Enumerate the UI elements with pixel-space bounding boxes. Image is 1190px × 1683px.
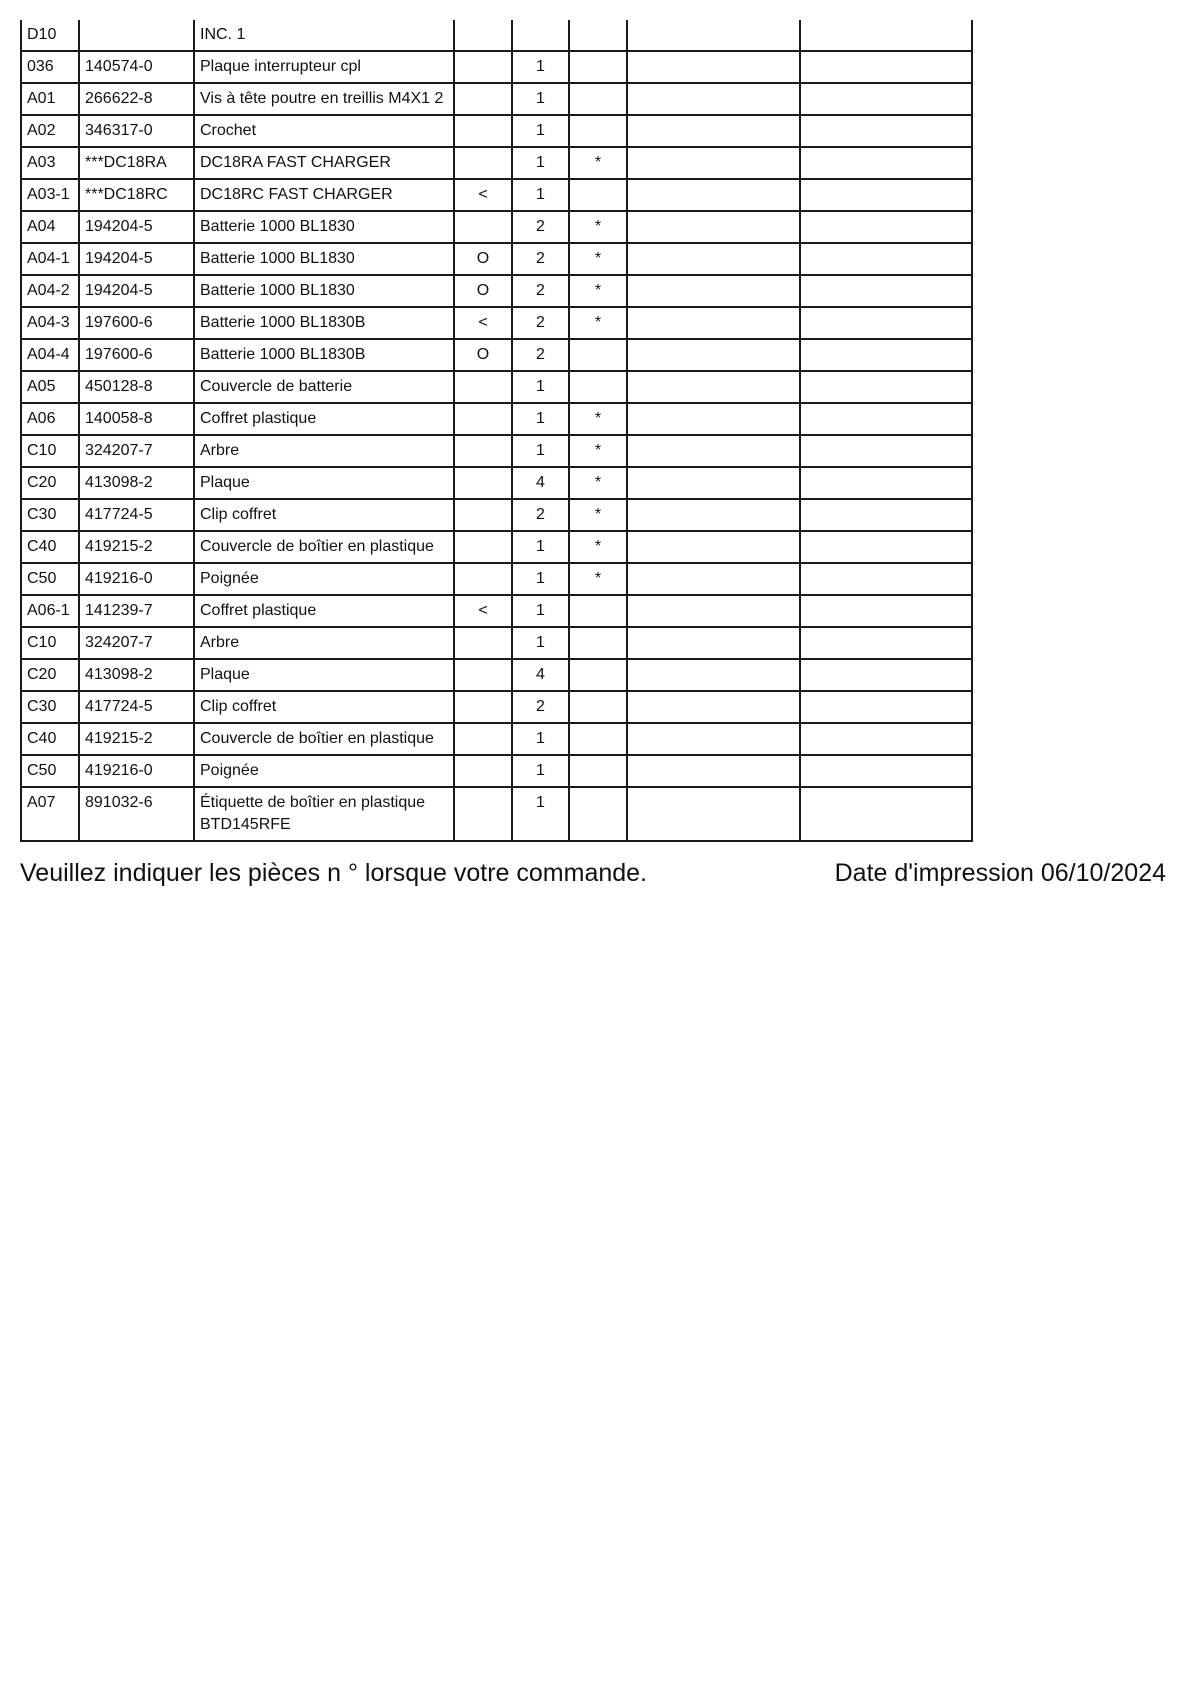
quantity-cell: 4	[512, 467, 569, 499]
mark-cell: *	[569, 211, 627, 243]
part-number-cell: 140058-8	[79, 403, 194, 435]
empty-cell	[627, 83, 800, 115]
empty-cell	[800, 499, 972, 531]
note-cell	[454, 499, 512, 531]
quantity-cell: 2	[512, 307, 569, 339]
ref-cell: C40	[21, 723, 79, 755]
table-row	[21, 627, 972, 659]
description-cell: DC18RA FAST CHARGER	[194, 147, 454, 179]
quantity-cell	[512, 20, 569, 51]
empty-cell	[627, 51, 800, 83]
empty-cell	[627, 499, 800, 531]
mark-cell	[569, 627, 627, 659]
empty-cell	[627, 627, 800, 659]
parts-table	[20, 20, 973, 842]
table-row	[21, 371, 972, 403]
mark-cell: *	[569, 467, 627, 499]
part-number-cell: 141239-7	[79, 595, 194, 627]
part-number-cell: 419216-0	[79, 755, 194, 787]
description-cell: Coffret plastique	[194, 403, 454, 435]
mark-cell	[569, 723, 627, 755]
ref-cell: A03	[21, 147, 79, 179]
description-cell: Plaque	[194, 659, 454, 691]
table-row	[21, 83, 972, 115]
empty-cell	[800, 371, 972, 403]
description-cell: Couvercle de batterie	[194, 371, 454, 403]
table-row	[21, 691, 972, 723]
part-number-cell: 197600-6	[79, 307, 194, 339]
quantity-cell: 1	[512, 435, 569, 467]
table-row	[21, 211, 972, 243]
table-row	[21, 20, 972, 51]
ref-cell: C30	[21, 691, 79, 723]
empty-cell	[627, 755, 800, 787]
empty-cell	[627, 403, 800, 435]
empty-cell	[627, 371, 800, 403]
empty-cell	[800, 563, 972, 595]
table-row	[21, 467, 972, 499]
quantity-cell: 1	[512, 595, 569, 627]
part-number-cell: 194204-5	[79, 243, 194, 275]
empty-cell	[627, 595, 800, 627]
ref-cell: A03-1	[21, 179, 79, 211]
empty-cell	[627, 147, 800, 179]
part-number-cell: 413098-2	[79, 467, 194, 499]
mark-cell	[569, 51, 627, 83]
note-cell	[454, 691, 512, 723]
empty-cell	[627, 563, 800, 595]
description-cell: Plaque	[194, 467, 454, 499]
ref-cell: C20	[21, 467, 79, 499]
part-number-cell: ***DC18RC	[79, 179, 194, 211]
description-cell: INC. 1	[194, 20, 454, 51]
description-cell: Batterie 1000 BL1830	[194, 243, 454, 275]
part-number-cell: 417724-5	[79, 691, 194, 723]
empty-cell	[800, 339, 972, 371]
note-cell	[454, 659, 512, 691]
ref-cell: A04-2	[21, 275, 79, 307]
note-cell	[454, 20, 512, 51]
description-cell: Poignée	[194, 563, 454, 595]
empty-cell	[627, 307, 800, 339]
note-cell: <	[454, 595, 512, 627]
mark-cell	[569, 179, 627, 211]
empty-cell	[800, 403, 972, 435]
empty-cell	[800, 627, 972, 659]
empty-cell	[800, 755, 972, 787]
note-cell	[454, 563, 512, 595]
table-row	[21, 243, 972, 275]
table-row	[21, 723, 972, 755]
note-cell: O	[454, 243, 512, 275]
empty-cell	[627, 435, 800, 467]
table-row	[21, 275, 972, 307]
table-row	[21, 595, 972, 627]
empty-cell	[627, 243, 800, 275]
empty-cell	[627, 179, 800, 211]
description-cell: DC18RC FAST CHARGER	[194, 179, 454, 211]
note-cell	[454, 467, 512, 499]
part-number-cell: 266622-8	[79, 83, 194, 115]
quantity-cell: 2	[512, 499, 569, 531]
quantity-cell: 1	[512, 403, 569, 435]
empty-cell	[627, 659, 800, 691]
mark-cell: *	[569, 499, 627, 531]
part-number-cell: 891032-6	[79, 787, 194, 841]
empty-cell	[800, 723, 972, 755]
mark-cell	[569, 691, 627, 723]
note-cell: O	[454, 275, 512, 307]
empty-cell	[800, 115, 972, 147]
part-number-cell: 346317-0	[79, 115, 194, 147]
ref-cell: 036	[21, 51, 79, 83]
table-row	[21, 339, 972, 371]
empty-cell	[800, 147, 972, 179]
ref-cell: D10	[21, 20, 79, 51]
empty-cell	[627, 115, 800, 147]
quantity-cell: 2	[512, 691, 569, 723]
table-row	[21, 403, 972, 435]
ref-cell: A04-4	[21, 339, 79, 371]
empty-cell	[800, 51, 972, 83]
description-cell: Plaque interrupteur cpl	[194, 51, 454, 83]
quantity-cell: 4	[512, 659, 569, 691]
description-cell: Clip coffret	[194, 691, 454, 723]
empty-cell	[627, 723, 800, 755]
empty-cell	[800, 275, 972, 307]
note-cell	[454, 147, 512, 179]
mark-cell	[569, 755, 627, 787]
table-row	[21, 499, 972, 531]
empty-cell	[800, 659, 972, 691]
ref-cell: A05	[21, 371, 79, 403]
part-number-cell: 419216-0	[79, 563, 194, 595]
note-cell	[454, 531, 512, 563]
table-row	[21, 51, 972, 83]
empty-cell	[627, 691, 800, 723]
note-cell	[454, 755, 512, 787]
mark-cell	[569, 339, 627, 371]
note-cell	[454, 787, 512, 841]
ref-cell: C30	[21, 499, 79, 531]
quantity-cell: 1	[512, 563, 569, 595]
quantity-cell: 1	[512, 627, 569, 659]
order-instruction-note: Veuillez indiquer les pièces n ° lorsque votre commande.	[20, 859, 648, 887]
empty-cell	[627, 20, 800, 51]
ref-cell: A02	[21, 115, 79, 147]
empty-cell	[800, 211, 972, 243]
ref-cell: A06-1	[21, 595, 79, 627]
table-row	[21, 179, 972, 211]
empty-cell	[627, 211, 800, 243]
note-cell	[454, 51, 512, 83]
mark-cell: *	[569, 243, 627, 275]
empty-cell	[627, 467, 800, 499]
part-number-cell: 194204-5	[79, 211, 194, 243]
quantity-cell: 2	[512, 275, 569, 307]
table-row	[21, 563, 972, 595]
quantity-cell: 2	[512, 211, 569, 243]
ref-cell: C10	[21, 435, 79, 467]
description-cell: Batterie 1000 BL1830B	[194, 339, 454, 371]
ref-cell: A04-1	[21, 243, 79, 275]
ref-cell: A06	[21, 403, 79, 435]
quantity-cell: 1	[512, 51, 569, 83]
mark-cell	[569, 595, 627, 627]
print-date: Date d'impression 06/10/2024	[834, 859, 1166, 887]
empty-cell	[627, 275, 800, 307]
empty-cell	[800, 467, 972, 499]
empty-cell	[800, 531, 972, 563]
note-cell	[454, 83, 512, 115]
table-row	[21, 307, 972, 339]
table-row	[21, 659, 972, 691]
ref-cell: C50	[21, 755, 79, 787]
table-row	[21, 115, 972, 147]
mark-cell: *	[569, 403, 627, 435]
part-number-cell: 324207-7	[79, 435, 194, 467]
part-number-cell: 324207-7	[79, 627, 194, 659]
empty-cell	[800, 179, 972, 211]
mark-cell: *	[569, 147, 627, 179]
ref-cell: C20	[21, 659, 79, 691]
empty-cell	[800, 787, 972, 841]
ref-cell: A04	[21, 211, 79, 243]
ref-cell: A07	[21, 787, 79, 841]
part-number-cell: 450128-8	[79, 371, 194, 403]
table-row	[21, 147, 972, 179]
quantity-cell: 1	[512, 83, 569, 115]
description-cell: Couvercle de boîtier en plastique	[194, 723, 454, 755]
mark-cell	[569, 83, 627, 115]
quantity-cell: 1	[512, 371, 569, 403]
description-cell: Poignée	[194, 755, 454, 787]
description-cell: Étiquette de boîtier en plastique BTD145RFE	[194, 787, 454, 841]
description-cell: Batterie 1000 BL1830	[194, 275, 454, 307]
part-number-cell: 417724-5	[79, 499, 194, 531]
quantity-cell: 2	[512, 243, 569, 275]
part-number-cell: 419215-2	[79, 723, 194, 755]
empty-cell	[800, 691, 972, 723]
quantity-cell: 1	[512, 147, 569, 179]
empty-cell	[627, 531, 800, 563]
ref-cell: C40	[21, 531, 79, 563]
ref-cell: C10	[21, 627, 79, 659]
ref-cell: A04-3	[21, 307, 79, 339]
description-cell: Clip coffret	[194, 499, 454, 531]
table-row	[21, 435, 972, 467]
quantity-cell: 1	[512, 787, 569, 841]
description-cell: Coffret plastique	[194, 595, 454, 627]
quantity-cell: 1	[512, 723, 569, 755]
description-cell: Crochet	[194, 115, 454, 147]
note-cell	[454, 627, 512, 659]
mark-cell	[569, 20, 627, 51]
note-cell	[454, 115, 512, 147]
note-cell	[454, 403, 512, 435]
empty-cell	[800, 595, 972, 627]
part-number-cell: 419215-2	[79, 531, 194, 563]
description-cell: Arbre	[194, 627, 454, 659]
note-cell	[454, 371, 512, 403]
note-cell	[454, 435, 512, 467]
part-number-cell: 197600-6	[79, 339, 194, 371]
ref-cell: C50	[21, 563, 79, 595]
note-cell: <	[454, 307, 512, 339]
empty-cell	[800, 435, 972, 467]
quantity-cell: 1	[512, 179, 569, 211]
empty-cell	[800, 20, 972, 51]
quantity-cell: 2	[512, 339, 569, 371]
empty-cell	[800, 83, 972, 115]
mark-cell	[569, 371, 627, 403]
mark-cell	[569, 787, 627, 841]
description-cell: Couvercle de boîtier en plastique	[194, 531, 454, 563]
table-row	[21, 755, 972, 787]
description-cell: Batterie 1000 BL1830B	[194, 307, 454, 339]
mark-cell: *	[569, 563, 627, 595]
part-number-cell: 413098-2	[79, 659, 194, 691]
ref-cell: A01	[21, 83, 79, 115]
description-cell: Arbre	[194, 435, 454, 467]
note-cell	[454, 723, 512, 755]
part-number-cell: ***DC18RA	[79, 147, 194, 179]
part-number-cell: 194204-5	[79, 275, 194, 307]
mark-cell: *	[569, 275, 627, 307]
mark-cell	[569, 115, 627, 147]
mark-cell	[569, 659, 627, 691]
description-cell: Vis à tête poutre en treillis M4X1 2	[194, 83, 454, 115]
empty-cell	[627, 787, 800, 841]
quantity-cell: 1	[512, 531, 569, 563]
note-cell	[454, 211, 512, 243]
quantity-cell: 1	[512, 115, 569, 147]
part-number-cell: 140574-0	[79, 51, 194, 83]
note-cell: <	[454, 179, 512, 211]
table-row	[21, 787, 972, 841]
mark-cell: *	[569, 307, 627, 339]
quantity-cell: 1	[512, 755, 569, 787]
description-cell: Batterie 1000 BL1830	[194, 211, 454, 243]
parts-table-body	[21, 20, 972, 841]
part-number-cell	[79, 20, 194, 51]
empty-cell	[800, 307, 972, 339]
empty-cell	[627, 339, 800, 371]
note-cell: O	[454, 339, 512, 371]
mark-cell: *	[569, 531, 627, 563]
table-row	[21, 531, 972, 563]
mark-cell: *	[569, 435, 627, 467]
empty-cell	[800, 243, 972, 275]
